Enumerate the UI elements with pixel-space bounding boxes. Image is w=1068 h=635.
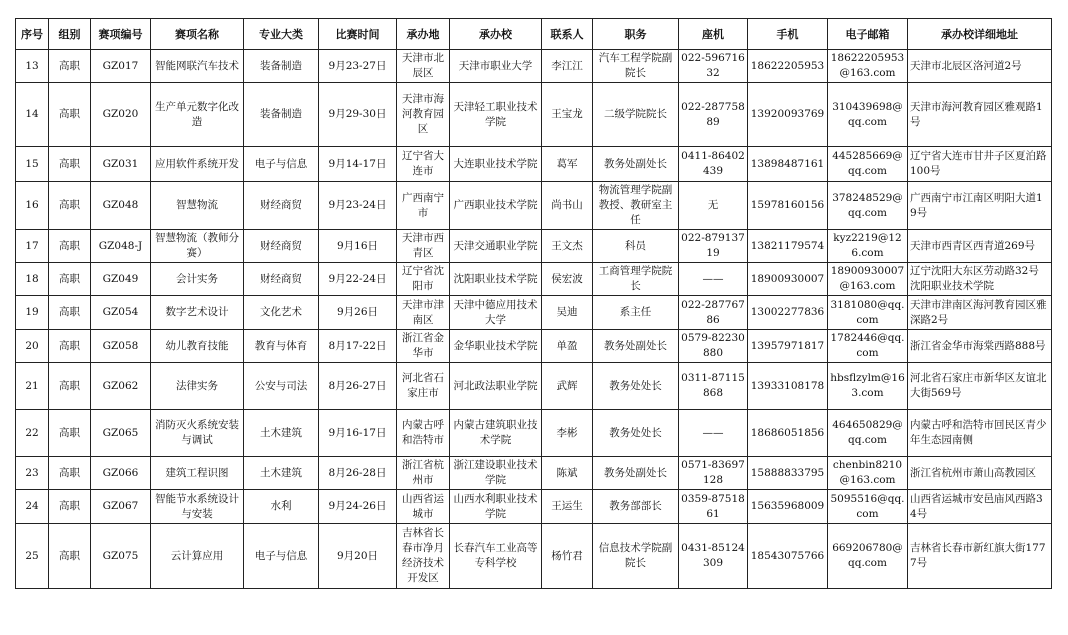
cell-col-code: GZ075 <box>91 524 151 589</box>
cell-col-group: 高职 <box>49 83 91 147</box>
cell-col-contact: 武辉 <box>542 363 593 410</box>
cell-col-category: 土木建筑 <box>244 410 319 457</box>
cell-col-school: 内蒙古建筑职业技术学院 <box>450 410 542 457</box>
table-row <box>16 330 1052 363</box>
cell-col-address: 浙江省金华市海棠西路888号 <box>908 330 1052 363</box>
cell-col-email: 1782446@qq.com <box>828 330 908 363</box>
table-row <box>16 410 1052 457</box>
cell-col-landline: 0571-83697128 <box>679 457 748 490</box>
cell-col-group: 高职 <box>49 457 91 490</box>
cell-col-school: 天津轻工职业技术学院 <box>450 83 542 147</box>
cell-col-position: 教务处处长 <box>593 410 679 457</box>
cell-col-position: 科员 <box>593 230 679 263</box>
cell-col-index: 18 <box>16 263 49 296</box>
cell-col-name: 数字艺术设计 <box>151 296 244 330</box>
cell-col-school: 广西职业技术学院 <box>450 182 542 230</box>
cell-col-code: GZ048-J <box>91 230 151 263</box>
cell-col-date: 8月26-27日 <box>319 363 397 410</box>
cell-col-category: 教育与体育 <box>244 330 319 363</box>
cell-col-index: 13 <box>16 50 49 83</box>
cell-col-mobile: 13933108178 <box>748 363 828 410</box>
cell-col-contact: 王运生 <box>542 490 593 524</box>
cell-col-date: 8月17-22日 <box>319 330 397 363</box>
table-row <box>16 457 1052 490</box>
cell-col-group: 高职 <box>49 182 91 230</box>
cell-col-location: 天津市西青区 <box>397 230 450 263</box>
cell-col-school: 沈阳职业技术学院 <box>450 263 542 296</box>
table-row <box>16 363 1052 410</box>
cell-col-mobile: 18686051856 <box>748 410 828 457</box>
cell-col-address: 广西南宁市江南区明阳大道19号 <box>908 182 1052 230</box>
cell-col-location: 山西省运城市 <box>397 490 450 524</box>
cell-col-position: 教务处副处长 <box>593 457 679 490</box>
cell-col-school: 长春汽车工业高等专科学校 <box>450 524 542 589</box>
cell-col-landline: —— <box>679 263 748 296</box>
cell-col-location: 天津市津南区 <box>397 296 450 330</box>
cell-col-email: kyz2219@126.com <box>828 230 908 263</box>
cell-col-date: 9月24-26日 <box>319 490 397 524</box>
cell-col-code: GZ067 <box>91 490 151 524</box>
cell-col-address: 天津市海河教育园区雅观路1号 <box>908 83 1052 147</box>
cell-col-contact: 李彬 <box>542 410 593 457</box>
cell-col-school: 天津中德应用技术大学 <box>450 296 542 330</box>
cell-col-code: GZ065 <box>91 410 151 457</box>
cell-col-category: 文化艺术 <box>244 296 319 330</box>
cell-col-school: 浙江建设职业技术学院 <box>450 457 542 490</box>
cell-col-school: 河北政法职业学院 <box>450 363 542 410</box>
table-row <box>16 524 1052 589</box>
cell-col-index: 23 <box>16 457 49 490</box>
cell-col-landline: 022-59671632 <box>679 50 748 83</box>
cell-col-contact: 王宝龙 <box>542 83 593 147</box>
table-row <box>16 263 1052 296</box>
header-col-address: 承办校详细地址 <box>908 19 1052 50</box>
cell-col-address: 内蒙古呼和浩特市回民区青少年生态园南侧 <box>908 410 1052 457</box>
table-header <box>16 19 1052 50</box>
cell-col-mobile: 15978160156 <box>748 182 828 230</box>
header-col-code: 赛项编号 <box>91 19 151 50</box>
table-row <box>16 296 1052 330</box>
cell-col-date: 9月23-24日 <box>319 182 397 230</box>
cell-col-group: 高职 <box>49 263 91 296</box>
cell-col-date: 9月14-17日 <box>319 147 397 182</box>
header-col-category: 专业大类 <box>244 19 319 50</box>
cell-col-date: 9月26日 <box>319 296 397 330</box>
cell-col-code: GZ054 <box>91 296 151 330</box>
cell-col-category: 装备制造 <box>244 50 319 83</box>
header-col-location: 承办地 <box>397 19 450 50</box>
cell-col-date: 9月16-17日 <box>319 410 397 457</box>
cell-col-code: GZ066 <box>91 457 151 490</box>
table-row <box>16 147 1052 182</box>
cell-col-landline: 0579-82230880 <box>679 330 748 363</box>
cell-col-position: 教务处处长 <box>593 363 679 410</box>
cell-col-mobile: 18900930007 <box>748 263 828 296</box>
cell-col-email: 669206780@qq.com <box>828 524 908 589</box>
cell-col-name: 智能节水系统设计与安装 <box>151 490 244 524</box>
cell-col-category: 电子与信息 <box>244 147 319 182</box>
cell-col-name: 会计实务 <box>151 263 244 296</box>
header-col-contact: 联系人 <box>542 19 593 50</box>
cell-col-name: 法律实务 <box>151 363 244 410</box>
cell-col-school: 金华职业技术学院 <box>450 330 542 363</box>
cell-col-address: 山西省运城市安邑庙风西路34号 <box>908 490 1052 524</box>
cell-col-group: 高职 <box>49 524 91 589</box>
cell-col-date: 9月20日 <box>319 524 397 589</box>
cell-col-position: 工商管理学院院长 <box>593 263 679 296</box>
cell-col-contact: 葛军 <box>542 147 593 182</box>
cell-col-email: 310439698@qq.com <box>828 83 908 147</box>
header-col-mobile: 手机 <box>748 19 828 50</box>
cell-col-address: 浙江省杭州市萧山高教园区 <box>908 457 1052 490</box>
cell-col-location: 吉林省长春市净月经济技术开发区 <box>397 524 450 589</box>
cell-col-mobile: 15888833795 <box>748 457 828 490</box>
cell-col-location: 内蒙古呼和浩特市 <box>397 410 450 457</box>
cell-col-address: 辽宁沈阳大东区劳动路32号沈阳职业技术学院 <box>908 263 1052 296</box>
header-col-email: 电子邮箱 <box>828 19 908 50</box>
cell-col-code: GZ049 <box>91 263 151 296</box>
cell-col-group: 高职 <box>49 50 91 83</box>
cell-col-date: 9月22-24日 <box>319 263 397 296</box>
cell-col-landline: 0411-86402439 <box>679 147 748 182</box>
cell-col-category: 财经商贸 <box>244 230 319 263</box>
cell-col-position: 系主任 <box>593 296 679 330</box>
cell-col-name: 智能网联汽车技术 <box>151 50 244 83</box>
cell-col-location: 辽宁省沈阳市 <box>397 263 450 296</box>
cell-col-name: 建筑工程识图 <box>151 457 244 490</box>
cell-col-school: 天津交通职业学院 <box>450 230 542 263</box>
cell-col-code: GZ048 <box>91 182 151 230</box>
table-row <box>16 490 1052 524</box>
cell-col-group: 高职 <box>49 410 91 457</box>
cell-col-index: 24 <box>16 490 49 524</box>
cell-col-email: 445285669@qq.com <box>828 147 908 182</box>
cell-col-contact: 李江江 <box>542 50 593 83</box>
header-col-school: 承办校 <box>450 19 542 50</box>
header-col-landline: 座机 <box>679 19 748 50</box>
document-page <box>15 18 1052 589</box>
cell-col-index: 19 <box>16 296 49 330</box>
cell-col-name: 消防灭火系统安装与调试 <box>151 410 244 457</box>
cell-col-email: 18622205953@163.com <box>828 50 908 83</box>
cell-col-email: 18900930007@163.com <box>828 263 908 296</box>
cell-col-mobile: 13957971817 <box>748 330 828 363</box>
cell-col-location: 广西南宁市 <box>397 182 450 230</box>
cell-col-email: 378248529@qq.com <box>828 182 908 230</box>
cell-col-code: GZ058 <box>91 330 151 363</box>
header-col-index: 序号 <box>16 19 49 50</box>
cell-col-contact: 侯宏波 <box>542 263 593 296</box>
cell-col-position: 二级学院院长 <box>593 83 679 147</box>
cell-col-mobile: 13821179574 <box>748 230 828 263</box>
cell-col-address: 吉林省长春市新红旗大街1777号 <box>908 524 1052 589</box>
cell-col-code: GZ020 <box>91 83 151 147</box>
cell-col-name: 幼儿教育技能 <box>151 330 244 363</box>
cell-col-location: 河北省石家庄市 <box>397 363 450 410</box>
cell-col-group: 高职 <box>49 296 91 330</box>
table-body <box>16 50 1052 589</box>
cell-col-school: 天津市职业大学 <box>450 50 542 83</box>
header-col-name: 赛项名称 <box>151 19 244 50</box>
cell-col-mobile: 15635968009 <box>748 490 828 524</box>
cell-col-address: 天津市津南区海河教育园区雅深路2号 <box>908 296 1052 330</box>
cell-col-email: 5095516@qq.com <box>828 490 908 524</box>
cell-col-index: 17 <box>16 230 49 263</box>
cell-col-group: 高职 <box>49 363 91 410</box>
cell-col-date: 9月29-30日 <box>319 83 397 147</box>
header-row <box>16 19 1052 50</box>
cell-col-contact: 王文杰 <box>542 230 593 263</box>
cell-col-group: 高职 <box>49 330 91 363</box>
cell-col-landline: 022-28775889 <box>679 83 748 147</box>
cell-col-email: 464650829@qq.com <box>828 410 908 457</box>
cell-col-mobile: 13898487161 <box>748 147 828 182</box>
cell-col-address: 河北省石家庄市新华区友谊北大街569号 <box>908 363 1052 410</box>
cell-col-code: GZ062 <box>91 363 151 410</box>
cell-col-index: 14 <box>16 83 49 147</box>
cell-col-index: 20 <box>16 330 49 363</box>
cell-col-contact: 杨竹君 <box>542 524 593 589</box>
cell-col-address: 天津市西青区西青道269号 <box>908 230 1052 263</box>
cell-col-name: 生产单元数字化改造 <box>151 83 244 147</box>
cell-col-school: 大连职业技术学院 <box>450 147 542 182</box>
cell-col-address: 辽宁省大连市甘井子区夏泊路100号 <box>908 147 1052 182</box>
cell-col-date: 8月26-28日 <box>319 457 397 490</box>
cell-col-contact: 吴迪 <box>542 296 593 330</box>
table-row <box>16 50 1052 83</box>
cell-col-mobile: 13002277836 <box>748 296 828 330</box>
cell-col-index: 21 <box>16 363 49 410</box>
cell-col-group: 高职 <box>49 147 91 182</box>
header-col-group: 组别 <box>49 19 91 50</box>
cell-col-landline: 0311-87115868 <box>679 363 748 410</box>
cell-col-date: 9月16日 <box>319 230 397 263</box>
cell-col-code: GZ017 <box>91 50 151 83</box>
cell-col-landline: 0359-8751861 <box>679 490 748 524</box>
cell-col-category: 土木建筑 <box>244 457 319 490</box>
cell-col-mobile: 18622205953 <box>748 50 828 83</box>
cell-col-category: 财经商贸 <box>244 182 319 230</box>
cell-col-contact: 陈斌 <box>542 457 593 490</box>
cell-col-index: 16 <box>16 182 49 230</box>
cell-col-position: 教务处副处长 <box>593 147 679 182</box>
table-row <box>16 182 1052 230</box>
cell-col-landline: —— <box>679 410 748 457</box>
cell-col-index: 15 <box>16 147 49 182</box>
cell-col-school: 山西水利职业技术学院 <box>450 490 542 524</box>
cell-col-index: 22 <box>16 410 49 457</box>
cell-col-location: 辽宁省大连市 <box>397 147 450 182</box>
cell-col-group: 高职 <box>49 490 91 524</box>
cell-col-name: 应用软件系统开发 <box>151 147 244 182</box>
table-row <box>16 83 1052 147</box>
cell-col-email: 3181080@qq.com <box>828 296 908 330</box>
cell-col-name: 智慧物流 <box>151 182 244 230</box>
cell-col-category: 电子与信息 <box>244 524 319 589</box>
cell-col-position: 教务部部长 <box>593 490 679 524</box>
cell-col-address: 天津市北辰区洛河道2号 <box>908 50 1052 83</box>
cell-col-location: 浙江省金华市 <box>397 330 450 363</box>
cell-col-landline: 0431-85124309 <box>679 524 748 589</box>
cell-col-mobile: 13920093769 <box>748 83 828 147</box>
cell-col-location: 浙江省杭州市 <box>397 457 450 490</box>
cell-col-category: 装备制造 <box>244 83 319 147</box>
cell-col-landline: 无 <box>679 182 748 230</box>
cell-col-contact: 单盈 <box>542 330 593 363</box>
cell-col-mobile: 18543075766 <box>748 524 828 589</box>
cell-col-location: 天津市北辰区 <box>397 50 450 83</box>
cell-col-group: 高职 <box>49 230 91 263</box>
cell-col-name: 云计算应用 <box>151 524 244 589</box>
competition-table <box>15 18 1052 589</box>
cell-col-location: 天津市海河教育园区 <box>397 83 450 147</box>
header-col-date: 比赛时间 <box>319 19 397 50</box>
cell-col-category: 财经商贸 <box>244 263 319 296</box>
cell-col-name: 智慧物流（教师分赛） <box>151 230 244 263</box>
cell-col-email: chenbin8210@163.com <box>828 457 908 490</box>
header-col-position: 职务 <box>593 19 679 50</box>
cell-col-position: 物流管理学院副教授、教研室主任 <box>593 182 679 230</box>
cell-col-position: 教务处副处长 <box>593 330 679 363</box>
cell-col-category: 公安与司法 <box>244 363 319 410</box>
table-row <box>16 230 1052 263</box>
cell-col-landline: 022-28776786 <box>679 296 748 330</box>
cell-col-date: 9月23-27日 <box>319 50 397 83</box>
cell-col-position: 信息技术学院副院长 <box>593 524 679 589</box>
cell-col-position: 汽车工程学院副院长 <box>593 50 679 83</box>
cell-col-landline: 022-87913719 <box>679 230 748 263</box>
cell-col-index: 25 <box>16 524 49 589</box>
cell-col-contact: 尚书山 <box>542 182 593 230</box>
cell-col-category: 水利 <box>244 490 319 524</box>
cell-col-code: GZ031 <box>91 147 151 182</box>
cell-col-email: hbsflzylm@163.com <box>828 363 908 410</box>
